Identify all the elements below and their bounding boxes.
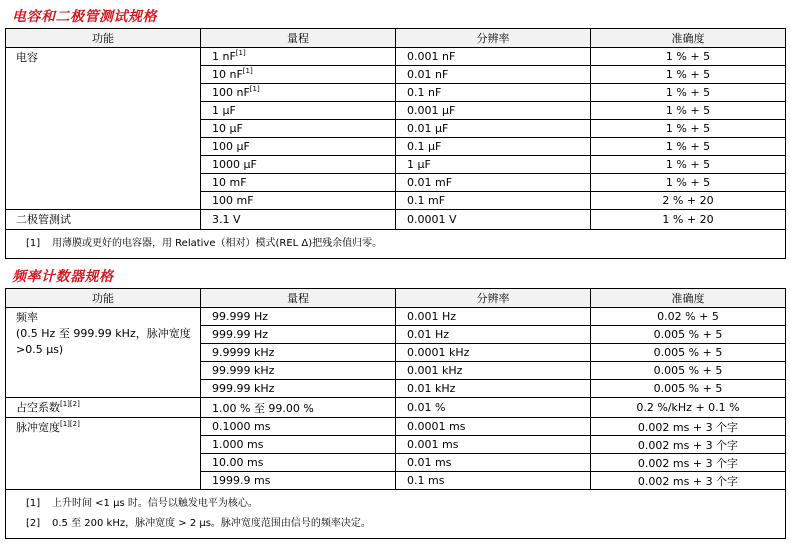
range-cell <box>201 436 396 454</box>
function-name: 频率 <box>16 311 38 324</box>
accuracy-cell: 1 % + 5 <box>591 174 786 192</box>
range-value: 999.99 Hz <box>212 328 269 341</box>
range-cell <box>201 380 396 398</box>
header-range: 量程 <box>201 29 396 48</box>
accuracy-cell: 0.002 ms + 3 个字 <box>591 418 786 436</box>
footnotes-cell <box>6 490 786 539</box>
range-value: 1.000 ms <box>212 438 264 451</box>
accuracy-cell: 0.002 ms + 3 个字 <box>591 454 786 472</box>
table-row <box>6 398 786 418</box>
range-value: 10 mF <box>212 176 247 189</box>
resolution-cell: 0.01 kHz <box>396 380 591 398</box>
function-name: 脉冲宽度 <box>16 421 60 434</box>
range-value: 100 mF <box>212 194 254 207</box>
header-accuracy: 准确度 <box>591 289 786 308</box>
range-value: 10 nF <box>212 68 243 81</box>
accuracy-cell: 0.005 % + 5 <box>591 326 786 344</box>
range-value: 99.999 kHz <box>212 364 275 377</box>
range-cell <box>201 66 396 84</box>
range-value: 1 nF <box>212 50 236 63</box>
resolution-cell: 0.1 nF <box>396 84 591 102</box>
range-cell <box>201 210 396 230</box>
accuracy-cell: 0.005 % + 5 <box>591 380 786 398</box>
footnotes-cell <box>6 230 786 259</box>
header-resolution: 分辨率 <box>396 289 591 308</box>
range-footnote-ref: [1] <box>249 85 260 93</box>
resolution-cell: 0.0001 V <box>396 210 591 230</box>
range-value: 3.1 V <box>212 213 241 226</box>
function-name: 占空系数 <box>16 401 60 414</box>
table-row <box>6 48 786 66</box>
footnote <box>26 514 785 534</box>
accuracy-cell: 0.2 %/kHz + 0.1 % <box>591 398 786 418</box>
range-cell <box>201 48 396 66</box>
accuracy-cell: 1 % + 5 <box>591 120 786 138</box>
range-cell <box>201 362 396 380</box>
table-row <box>6 308 786 326</box>
footnote-number: [1] <box>26 498 41 509</box>
accuracy-cell: 0.005 % + 5 <box>591 362 786 380</box>
header-resolution: 分辨率 <box>396 29 591 48</box>
function-cell <box>6 210 201 230</box>
accuracy-cell: 2 % + 20 <box>591 192 786 210</box>
capacitance-diode-spec-table <box>5 28 786 259</box>
accuracy-cell: 0.002 ms + 3 个字 <box>591 436 786 454</box>
range-value: 1000 µF <box>212 158 257 171</box>
table-row <box>6 418 786 436</box>
range-value: 9.9999 kHz <box>212 346 275 359</box>
resolution-cell: 0.0001 kHz <box>396 344 591 362</box>
resolution-cell: 0.001 µF <box>396 102 591 120</box>
range-cell <box>201 344 396 362</box>
resolution-cell: 0.001 nF <box>396 48 591 66</box>
range-cell <box>201 174 396 192</box>
resolution-cell: 0.1 µF <box>396 138 591 156</box>
function-name: 电容 <box>16 51 38 64</box>
range-cell <box>201 138 396 156</box>
accuracy-cell: 0.002 ms + 3 个字 <box>591 472 786 490</box>
function-cell <box>6 398 201 418</box>
resolution-cell: 0.01 mF <box>396 174 591 192</box>
freq-section-title: 频率计数器规格 <box>12 269 114 285</box>
notes-row <box>6 230 786 259</box>
header-function: 功能 <box>6 29 201 48</box>
accuracy-cell: 0.02 % + 5 <box>591 308 786 326</box>
header-row <box>6 29 786 48</box>
accuracy-cell: 1 % + 5 <box>591 138 786 156</box>
range-cell <box>201 84 396 102</box>
resolution-cell: 0.1 ms <box>396 472 591 490</box>
footnote-text: 上升时间 <1 µs 时。信号以触发电平为核心。 <box>52 498 258 509</box>
range-value: 99.999 Hz <box>212 310 269 323</box>
resolution-cell: 0.01 ms <box>396 454 591 472</box>
range-cell <box>201 156 396 174</box>
resolution-cell: 0.1 mF <box>396 192 591 210</box>
accuracy-cell: 0.005 % + 5 <box>591 344 786 362</box>
footnote <box>26 494 785 514</box>
header-range: 量程 <box>201 289 396 308</box>
function-footnote-ref: [1][2] <box>60 420 80 428</box>
range-cell <box>201 120 396 138</box>
resolution-cell: 0.0001 ms <box>396 418 591 436</box>
table-row <box>6 210 786 230</box>
function-name: 二极管测试 <box>16 213 71 226</box>
accuracy-cell: 1 % + 5 <box>591 66 786 84</box>
function-condition: (0.5 Hz 至 999.99 kHz，脉冲宽度 >0.5 µs) <box>16 327 191 356</box>
range-cell <box>201 454 396 472</box>
footnote-number: [1] <box>26 238 41 249</box>
resolution-cell: 0.001 ms <box>396 436 591 454</box>
range-cell <box>201 326 396 344</box>
range-cell <box>201 102 396 120</box>
accuracy-cell: 1 % + 20 <box>591 210 786 230</box>
range-value: 100 nF <box>212 86 250 99</box>
notes-row <box>6 490 786 539</box>
range-cell <box>201 398 396 418</box>
range-value: 1 µF <box>212 104 236 117</box>
accuracy-cell: 1 % + 5 <box>591 84 786 102</box>
accuracy-cell: 1 % + 5 <box>591 156 786 174</box>
range-value: 999.99 kHz <box>212 382 275 395</box>
range-cell <box>201 472 396 490</box>
range-cell <box>201 418 396 436</box>
range-value: 0.1000 ms <box>212 420 271 433</box>
resolution-cell: 0.001 Hz <box>396 308 591 326</box>
header-function: 功能 <box>6 289 201 308</box>
resolution-cell: 0.01 % <box>396 398 591 418</box>
range-value: 10.00 ms <box>212 456 264 469</box>
range-value: 100 µF <box>212 140 250 153</box>
range-cell <box>201 308 396 326</box>
accuracy-cell: 1 % + 5 <box>591 102 786 120</box>
footnote <box>26 234 785 254</box>
range-value: 10 µF <box>212 122 243 135</box>
function-footnote-ref: [1][2] <box>60 400 80 408</box>
header-row <box>6 289 786 308</box>
range-value: 1.00 % 至 99.00 % <box>212 401 314 415</box>
header-accuracy: 准确度 <box>591 29 786 48</box>
function-cell <box>6 308 201 398</box>
range-value: 1999.9 ms <box>212 474 271 487</box>
cap-section-title: 电容和二极管测试规格 <box>12 9 157 25</box>
footnote-text: 0.5 至 200 kHz，脉冲宽度 > 2 µs。脉冲宽度范围由信号的频率决定。 <box>52 518 371 529</box>
footnote-number: [2] <box>26 518 41 529</box>
range-cell <box>201 192 396 210</box>
frequency-counter-spec-table <box>5 288 786 539</box>
resolution-cell: 0.001 kHz <box>396 362 591 380</box>
resolution-cell: 0.01 nF <box>396 66 591 84</box>
footnote-text: 用薄膜或更好的电容器，用 Relative（相对）模式(REL Δ)把残余值归零。 <box>52 238 383 249</box>
range-footnote-ref: [1] <box>242 67 253 75</box>
resolution-cell: 0.01 Hz <box>396 326 591 344</box>
accuracy-cell: 1 % + 5 <box>591 48 786 66</box>
resolution-cell: 0.01 µF <box>396 120 591 138</box>
range-footnote-ref: [1] <box>235 49 246 57</box>
resolution-cell: 1 µF <box>396 156 591 174</box>
function-cell <box>6 418 201 490</box>
function-cell <box>6 48 201 210</box>
